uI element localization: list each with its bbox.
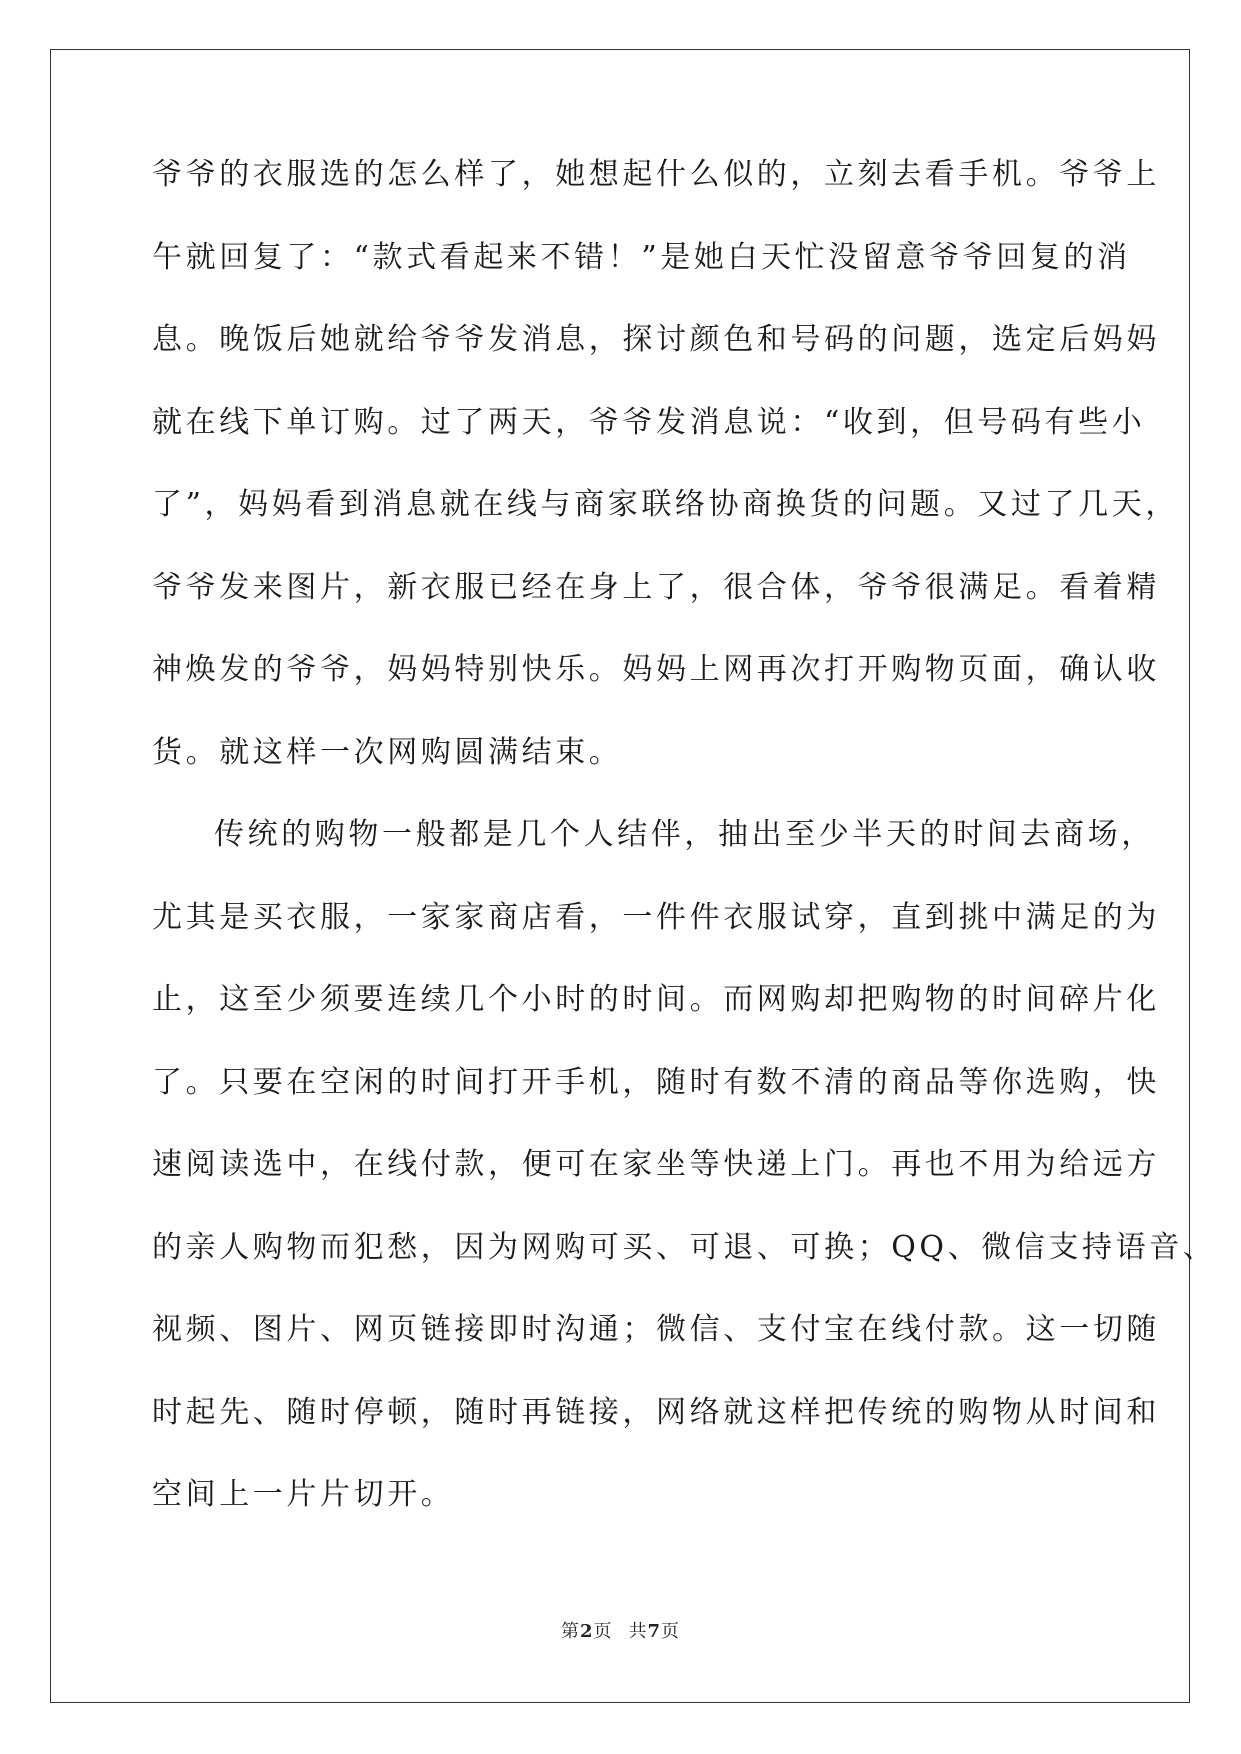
paragraph-2-line-9: 空间上一片片切开。 xyxy=(152,1477,455,1512)
document-body xyxy=(152,157,1217,1563)
paragraph-1-line-3: 息。晚饭后她就给爷爷发消息，探讨颜色和号码的问题，选定后妈妈 xyxy=(152,322,1160,357)
paragraph-1-line-7: 神焕发的爷爷，妈妈特别快乐。妈妈上网再次打开购物页面，确认收 xyxy=(152,652,1160,687)
page-footer xyxy=(0,1617,1241,1643)
page-suffix: 页 xyxy=(593,1621,613,1642)
paragraph-2-line-1: 传统的购物一般都是几个人结伴，抽出至少半天的时间去商场， xyxy=(214,817,1155,852)
total-suffix: 页 xyxy=(661,1621,681,1642)
paragraph-1-line-5: 了”，妈妈看到消息就在线与商家联络协商换货的问题。又过了几天， xyxy=(152,487,1179,522)
paragraph-2-line-4: 了。只要在空闲的时间打开手机，随时有数不清的商品等你选购，快 xyxy=(152,1064,1160,1100)
paragraph-2-line-6: 的亲人购物而犯愁，因为网购可买、可退、可换；QQ、微信支持语音、 xyxy=(152,1229,1217,1265)
paragraph-2-line-5: 速阅读选中，在线付款，便可在家坐等快递上门。再也不用为给远方 xyxy=(152,1147,1160,1182)
total-pages: 7 xyxy=(647,1621,662,1642)
paragraph-1-line-6: 爷爷发来图片，新衣服已经在身上了，很合体，爷爷很满足。看着精 xyxy=(152,569,1160,605)
paragraph-1-line-8: 货。就这样一次网购圆满结束。 xyxy=(152,734,623,770)
paragraph-2-line-7: 视频、图片、网页链接即时沟通；微信、支付宝在线付款。这一切随 xyxy=(152,1312,1160,1347)
paragraph-2-line-2: 尤其是买衣服，一家家商店看，一件件衣服试穿，直到挑中满足的为 xyxy=(152,899,1160,935)
paragraph-2-line-3: 止，这至少须要连续几个小时的时间。而网购却把购物的时间碎片化 xyxy=(152,982,1160,1017)
paragraph-1-line-4: 就在线下单订购。过了两天，爷爷发消息说：“收到，但号码有些小 xyxy=(152,404,1146,440)
paragraph-1-line-2: 午就回复了：“款式看起来不错！”是她白天忙没留意爷爷回复的消 xyxy=(152,239,1131,275)
paragraph-1-line-1: 爷爷的衣服选的怎么样了，她想起什么似的，立刻去看手机。爷爷上 xyxy=(152,157,1160,192)
page-prefix: 第 xyxy=(560,1621,580,1642)
total-prefix: 共 xyxy=(628,1621,648,1642)
paragraph-2-line-8: 时起先、随时停顿，随时再链接，网络就这样把传统的购物从时间和 xyxy=(152,1394,1160,1430)
page-number: 2 xyxy=(579,1621,594,1642)
